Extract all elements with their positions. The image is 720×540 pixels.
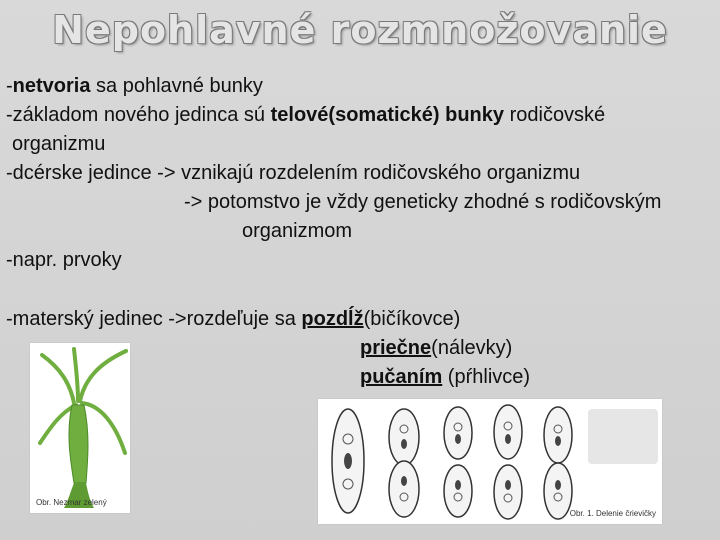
text: -základom nového jedinca sú	[6, 104, 271, 126]
line-materskÿ	[6, 305, 720, 334]
text: (nálevky)	[431, 337, 513, 359]
line-netvoria: -netvoria sa pohlavné bunky	[6, 75, 263, 97]
line-potomstvo: -> potomstvo je vždy geneticky zhodné s rodičovským	[184, 191, 662, 213]
line-organizmu: organizmu	[12, 133, 106, 155]
underline-priecne: priečne	[360, 337, 432, 359]
text: (pŕhlivce)	[442, 366, 531, 388]
text: sa pohlavné bunky	[90, 75, 263, 97]
hydra-caption: Obr. Nezmar zelený	[36, 498, 107, 507]
paramecium-image	[318, 399, 662, 524]
spacer	[6, 275, 720, 305]
underline-pucanim: pučaním	[360, 366, 443, 388]
underline-pozdlz: pozdĺž	[301, 308, 364, 330]
bold-telove-bunky: telové(somatické) bunky	[270, 104, 505, 126]
paramecium-caption: Obr. 1. Delenie črievičky	[569, 509, 656, 518]
line-organizmom: organizmom	[242, 220, 353, 242]
paramecium-illustration	[318, 399, 662, 524]
text: -materský jedinec ->rozdeľuje sa	[6, 308, 302, 330]
line-prvoky: -napr. prvoky	[6, 249, 122, 271]
line-dcerske: -dcérske jedince -> vznikajú rozdelením rodičovského organizmu	[6, 162, 581, 184]
hydra-image	[30, 343, 130, 513]
hydra-illustration	[30, 343, 130, 513]
bold-netvoria: netvoria	[12, 75, 91, 97]
text: (bičíkovce)	[363, 308, 461, 330]
text: rodičovské	[504, 104, 606, 126]
slide-title: Nepohlavné rozmnožovanie	[52, 8, 668, 52]
line-zakladom	[6, 101, 720, 130]
